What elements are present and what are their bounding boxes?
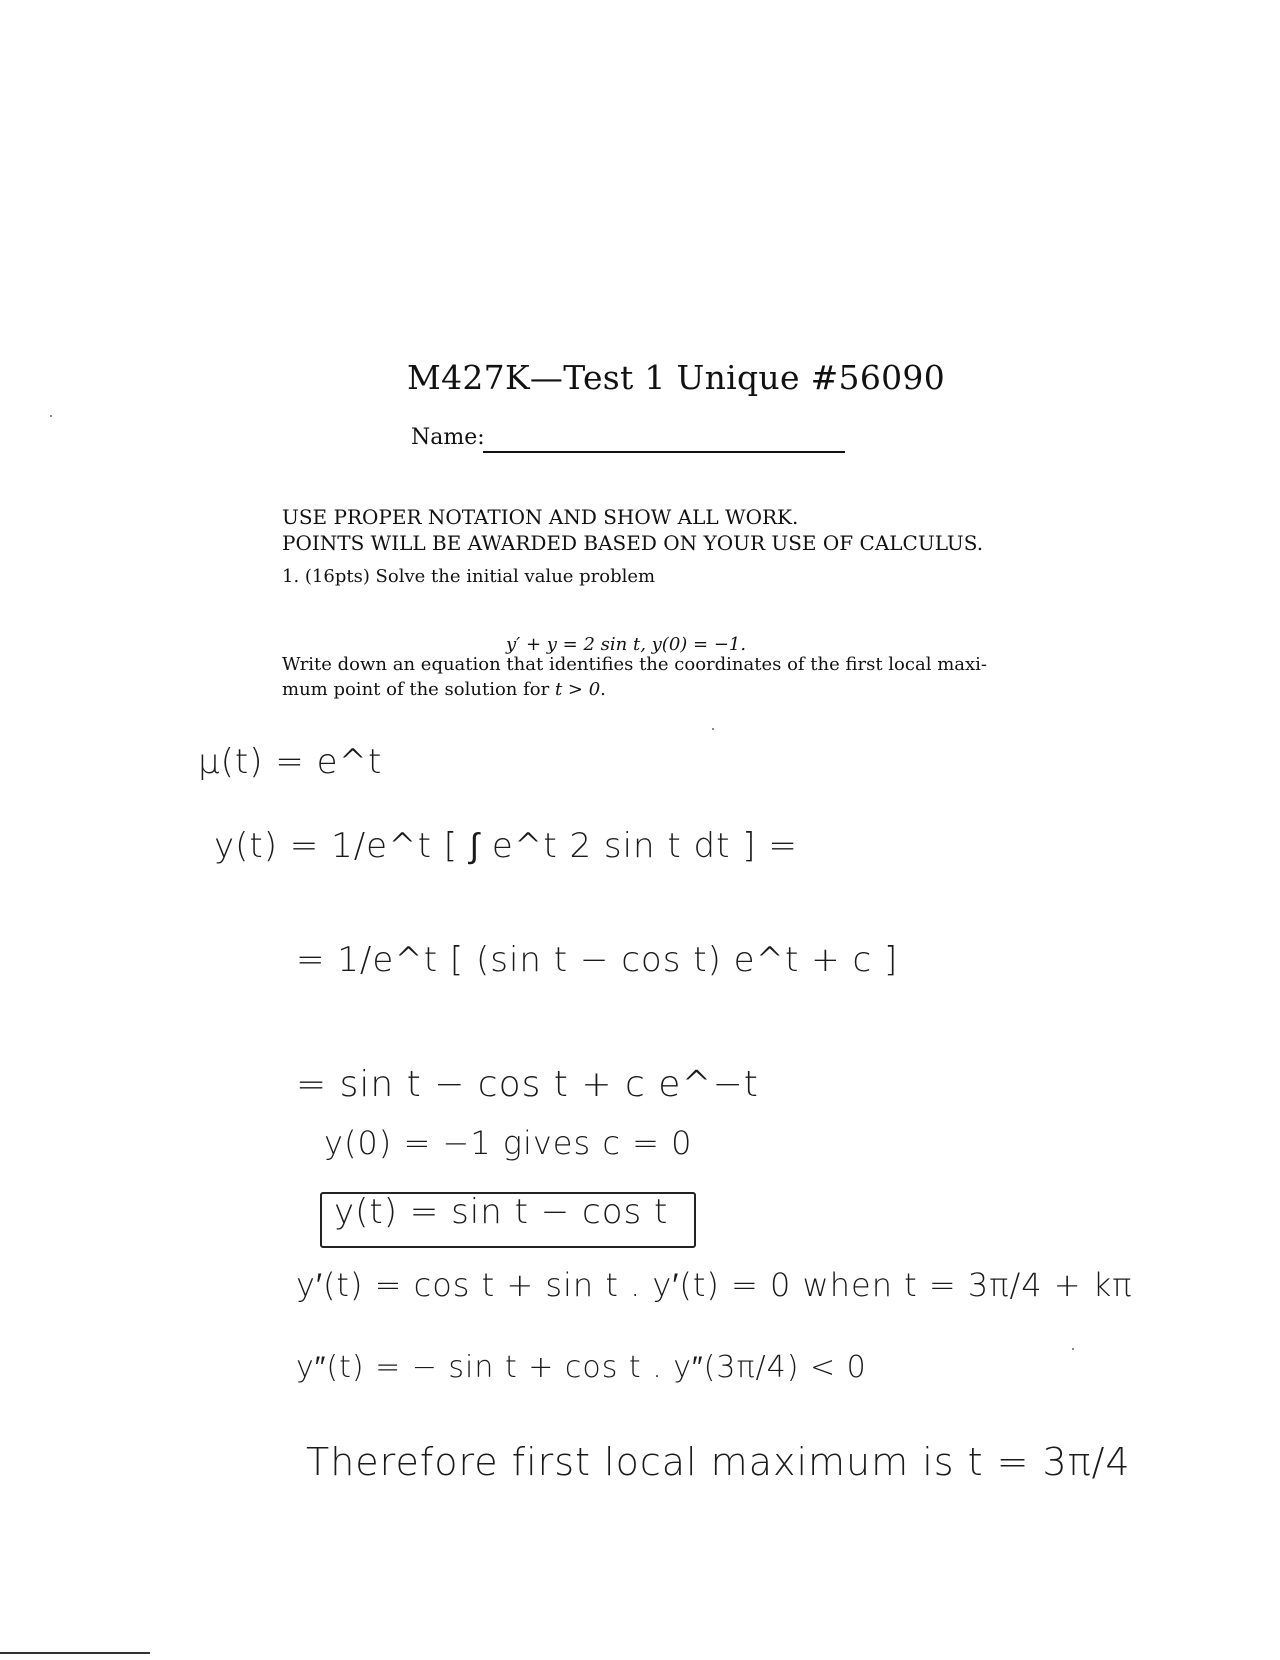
problem-heading: 1. (16pts) Solve the initial value problem bbox=[282, 566, 656, 587]
question-variable: t > 0 bbox=[554, 679, 601, 700]
handwritten-conclusion: Therefore first local maximum is t = 3π/4 bbox=[306, 1440, 1131, 1484]
handwritten-solution-formula: y(t) = 1/e^t [ ∫ e^t 2 sin t dt ] = bbox=[214, 826, 798, 866]
instruction-line-2: POINTS WILL BE AWARDED BASED ON YOUR USE OF CALCULUS. bbox=[282, 531, 984, 555]
handwritten-second-derivative: y″(t) = − sin t + cos t . y″(3π/4) < 0 bbox=[296, 1350, 867, 1385]
name-label: Name: bbox=[411, 425, 485, 450]
handwritten-integral-result: = 1/e^t [ (sin t − cos t) e^t + c ] bbox=[296, 940, 899, 980]
handwritten-integrating-factor: μ(t) = e^t bbox=[198, 742, 383, 782]
scan-artifact-dot bbox=[1072, 1348, 1074, 1350]
handwritten-initial-condition: y(0) = −1 gives c = 0 bbox=[324, 1124, 693, 1162]
name-blank-line bbox=[483, 451, 845, 453]
handwritten-boxed-solution: y(t) = sin t − cos t bbox=[334, 1192, 669, 1232]
question-end: . bbox=[600, 679, 606, 700]
handwritten-first-derivative: y′(t) = cos t + sin t . y′(t) = 0 when t = 3π/4 + kπ bbox=[296, 1266, 1133, 1304]
instructions bbox=[282, 504, 983, 556]
scan-artifact-dot bbox=[712, 728, 714, 730]
handwritten-general-solution: = sin t − cos t + c e^−t bbox=[296, 1064, 759, 1105]
exam-title: M427K—Test 1 Unique #56090 bbox=[407, 358, 946, 397]
scan-artifact-dot bbox=[50, 415, 52, 417]
scan-artifact-line bbox=[0, 1652, 150, 1654]
instruction-line-1: USE PROPER NOTATION AND SHOW ALL WORK. bbox=[282, 505, 799, 529]
problem-question bbox=[282, 652, 992, 702]
question-text: Write down an equation that identifies the coordinates of the first local maxi- mum point of the solution for bbox=[282, 654, 987, 700]
problem-equation: y′ + y = 2 sin t, y(0) = −1. bbox=[506, 634, 747, 655]
